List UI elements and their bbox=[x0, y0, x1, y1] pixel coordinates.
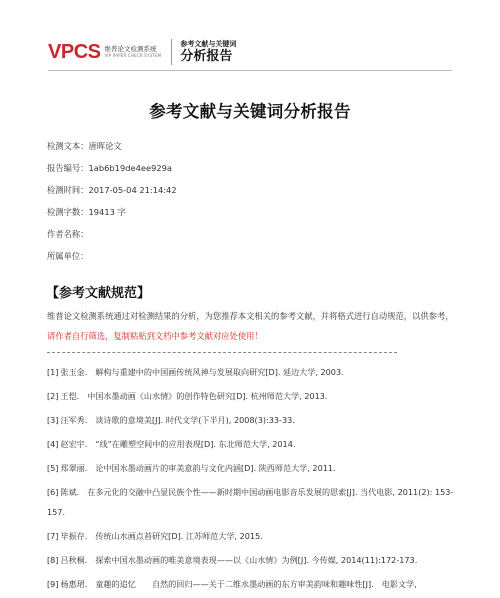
report-type-line2: 分析报告 bbox=[180, 49, 233, 64]
reference-number: [4] bbox=[47, 439, 59, 449]
dashed-divider bbox=[47, 352, 397, 353]
reference-author: 吕秋桐. bbox=[60, 555, 88, 565]
reference-author: 赵宏宇. bbox=[60, 439, 88, 449]
reference-number: [6] bbox=[47, 487, 59, 497]
header-divider bbox=[171, 39, 172, 65]
info-value: 唐晖论文 bbox=[88, 141, 122, 151]
info-label: 检测字数： bbox=[47, 207, 89, 217]
intro-text: 维普论文检测系统通过对检测结果的分析，为您推荐本文相关的参考文献，并将格式进行自动规范，以供参考， bbox=[47, 311, 454, 321]
reference-item bbox=[47, 550, 457, 570]
section-intro bbox=[47, 306, 457, 346]
reference-item bbox=[47, 434, 457, 454]
reference-author: 汪军秀. bbox=[60, 415, 88, 425]
reference-text: 童趣的追忆 自然的回归——关于二维水墨动画的东方审美韵味和趣味性[J]. 电影文学, bbox=[95, 579, 417, 589]
reference-item bbox=[47, 526, 457, 546]
reference-text: 谈诗歌的意境美[J]. 时代文学(下半月), 2008(3):33-33. bbox=[95, 415, 295, 425]
report-header bbox=[48, 38, 236, 66]
logo-letter-v: V bbox=[48, 41, 61, 63]
info-label: 检测时间： bbox=[47, 185, 89, 195]
logo-chinese-name: 维普论文检测系统 bbox=[104, 45, 157, 53]
info-label: 所属单位： bbox=[47, 251, 89, 261]
reference-author: 杨惠珺. bbox=[60, 579, 88, 589]
intro-warning: 请作者自行筛选，复制粘贴到文档中参考文献对应处使用！ bbox=[47, 331, 263, 341]
reference-number: [8] bbox=[47, 555, 59, 565]
section-heading: 【参考文献规范】 bbox=[46, 286, 151, 301]
info-label: 作者名称： bbox=[47, 229, 89, 239]
report-type-line1: 参考文献与关键词 bbox=[180, 40, 237, 48]
reference-author: 王恺. bbox=[60, 391, 80, 401]
reference-number: [7] bbox=[47, 531, 59, 541]
reference-text: “线”在雕塑空间中的应用表现[D]. 东北师范大学, 2014. bbox=[95, 439, 296, 449]
reference-number: [5] bbox=[47, 463, 59, 473]
reference-item bbox=[47, 386, 457, 406]
info-row-text bbox=[47, 140, 177, 162]
reference-text: 传统山水画点苔研究[D]. 江苏师范大学, 2015. bbox=[95, 531, 263, 541]
reference-item bbox=[47, 574, 457, 594]
reference-item bbox=[47, 458, 457, 478]
reference-text: 探索中国水墨动画的唯美意境表现——以《山水情》为例[J]. 今传媒, 2014(11):172-173. bbox=[95, 555, 418, 565]
reference-text: 在多元化的交融中凸显民族个性——新时期中国动画电影音乐发展的思索[J]. 当代电影, 2011(2): 153-157. bbox=[47, 487, 454, 517]
info-value: 1ab6b19de4ee929a bbox=[88, 163, 173, 173]
reference-number: [2] bbox=[47, 391, 59, 401]
reference-text: 解构与重建中的中国画传统风神与发展取向研究[D]. 延边大学, 2003. bbox=[95, 367, 344, 377]
header-rule bbox=[48, 70, 452, 71]
info-row-report-id bbox=[47, 162, 177, 184]
reference-list bbox=[47, 362, 457, 598]
logo-english-name: VIP PAPER CHECK SYSTEM bbox=[104, 53, 162, 58]
logo-letters-cs: CS bbox=[73, 41, 101, 63]
report-info bbox=[47, 140, 177, 272]
info-label: 检测文本： bbox=[47, 141, 89, 151]
info-row-word-count bbox=[47, 206, 177, 228]
reference-item bbox=[47, 482, 457, 522]
logo-letter-p: P bbox=[60, 41, 74, 63]
reference-author: 郑翠丽. bbox=[60, 463, 88, 473]
info-value: 19413 字 bbox=[88, 207, 126, 217]
info-value: 2017-05-04 21:14:42 bbox=[88, 185, 177, 195]
info-row-check-time bbox=[47, 184, 177, 206]
info-label: 报告编号： bbox=[47, 163, 89, 173]
info-row-author bbox=[47, 228, 177, 250]
info-row-affiliation bbox=[47, 250, 177, 272]
reference-number: [3] bbox=[47, 415, 59, 425]
reference-author: 陈斌. bbox=[60, 487, 80, 497]
reference-author: 毕振存. bbox=[60, 531, 88, 541]
page-title: 参考文献与关键词分析报告 bbox=[149, 102, 351, 121]
reference-number: [1] bbox=[47, 367, 59, 377]
reference-text: 中国水墨动画《山水情》的创作特色研究[D]. 杭州师范大学, 2013. bbox=[87, 391, 328, 401]
vpcs-logo bbox=[48, 42, 100, 62]
reference-text: 论中国水墨动画片的审美意韵与文化内涵[D]. 陕西师范大学, 2011. bbox=[95, 463, 336, 473]
reference-author: 张玉金. bbox=[60, 367, 88, 377]
reference-item bbox=[47, 362, 457, 382]
report-type-label bbox=[180, 40, 236, 64]
reference-number: [9] bbox=[47, 579, 59, 589]
logo-text bbox=[104, 45, 161, 59]
reference-item bbox=[47, 410, 457, 430]
